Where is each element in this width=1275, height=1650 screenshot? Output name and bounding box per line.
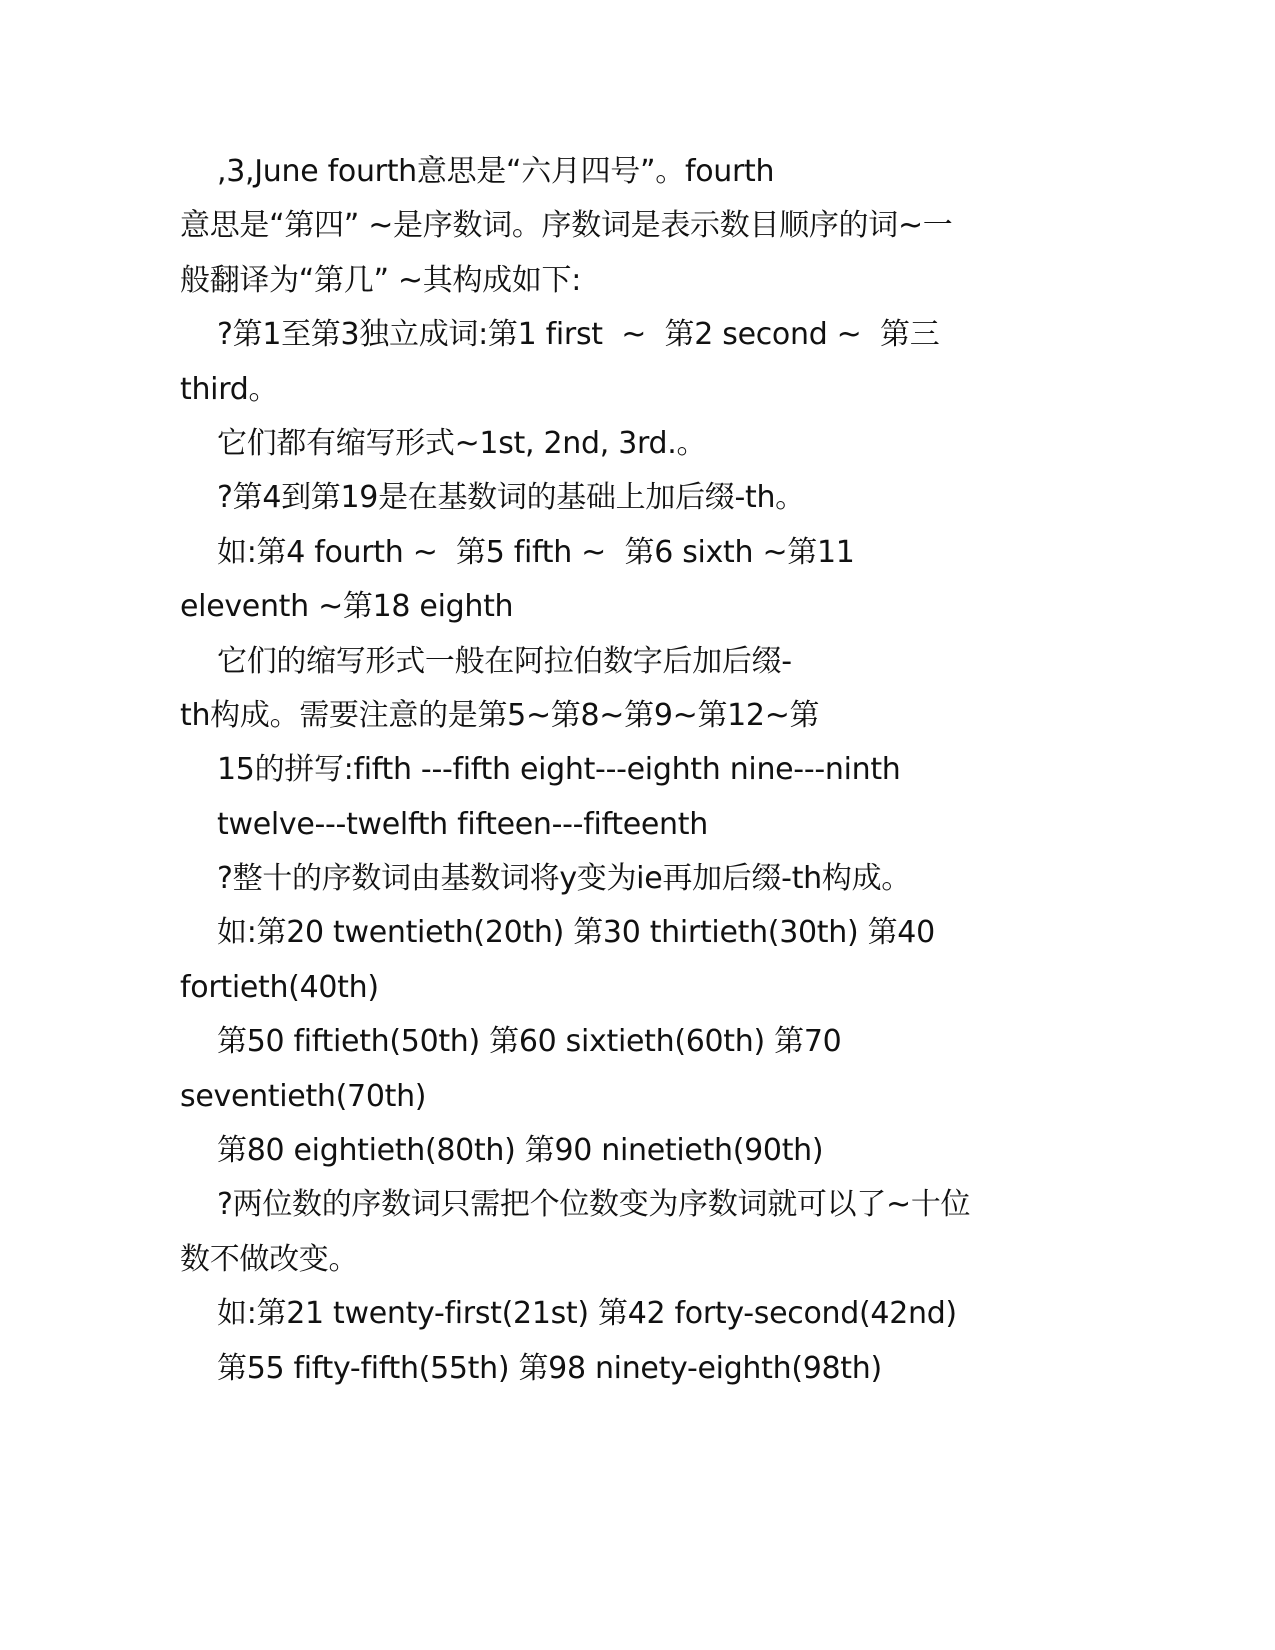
document-body bbox=[180, 145, 1080, 1396]
text-line: 第50 fiftieth(50th) 第60 sixtieth(60th) 第70 bbox=[217, 1024, 842, 1060]
text-line: 第80 eightieth(80th) 第90 ninetieth(90th) bbox=[217, 1133, 824, 1169]
text-line: ?两位数的序数词只需把个位数变为序数词就可以了~十位 bbox=[217, 1187, 971, 1223]
text-line: 如:第4 fourth ~ 第5 fifth ~ 第6 sixth ~第11 bbox=[217, 534, 855, 570]
text-line: ?第1至第3独立成词:第1 first ~ 第2 second ~ 第三 bbox=[217, 317, 940, 353]
text-line: 数不做改变。 bbox=[180, 1241, 359, 1277]
text-line: 15的拼写:fifth ---fifth eight---eighth nine---ninth bbox=[217, 752, 901, 788]
text-line: 它们都有缩写形式~1st, 2nd, 3rd.。 bbox=[217, 425, 707, 461]
text-line: 意思是“第四” ~是序数词。序数词是表示数目顺序的词~一 bbox=[180, 208, 953, 244]
text-line: th构成。需要注意的是第5~第8~第9~第12~第 bbox=[180, 697, 820, 733]
text-line: seventieth(70th) bbox=[180, 1078, 427, 1114]
text-line: 它们的缩写形式一般在阿拉伯数字后加后缀- bbox=[217, 643, 792, 679]
text-line: 第55 fifty-fifth(55th) 第98 ninety-eighth(98th) bbox=[217, 1350, 882, 1386]
text-line: fortieth(40th) bbox=[180, 969, 379, 1005]
text-line: ?第4到第19是在基数词的基础上加后缀-th。 bbox=[217, 480, 805, 516]
text-line: twelve---twelfth fifteen---fifteenth bbox=[217, 806, 708, 842]
text-line: ?整十的序数词由基数词将y变为ie再加后缀-th构成。 bbox=[217, 861, 911, 897]
text-line: 如:第20 twentieth(20th) 第30 thirtieth(30th) 第40 bbox=[217, 915, 935, 951]
text-line: 般翻译为“第几” ~其构成如下: bbox=[180, 262, 582, 298]
text-line: eleventh ~第18 eighth bbox=[180, 589, 514, 625]
text-line: 如:第21 twenty-first(21st) 第42 forty-second(42nd) bbox=[217, 1296, 957, 1332]
text-line: third。 bbox=[180, 371, 279, 407]
text-line: ,3,June fourth意思是“六月四号”。fourth bbox=[217, 154, 775, 189]
